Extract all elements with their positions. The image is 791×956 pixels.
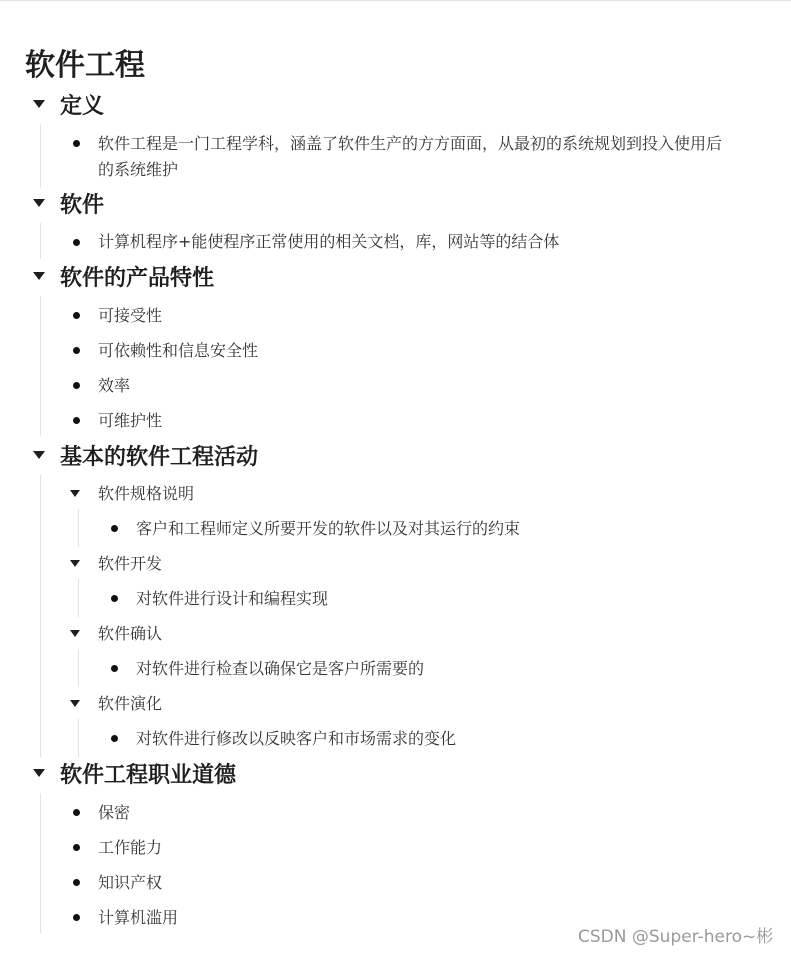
section-heading: 基本的软件工程活动: [60, 445, 259, 470]
collapse-toggle-icon[interactable]: [33, 100, 45, 108]
list-item: 保密: [98, 803, 131, 822]
bullet-icon: [73, 239, 80, 246]
page-title: 软件工程: [25, 48, 145, 83]
bullet-icon: [73, 914, 80, 921]
collapse-toggle-icon[interactable]: [33, 451, 45, 459]
outline-guide-line: [78, 649, 79, 687]
collapse-toggle-icon[interactable]: [33, 272, 45, 280]
outline-guide-line: [40, 296, 41, 436]
list-item: 知识产权: [98, 873, 163, 892]
outline-guide-line: [78, 509, 79, 547]
collapse-toggle-icon[interactable]: [70, 490, 80, 497]
bullet-icon: [73, 382, 80, 389]
list-item: 可依赖性和信息安全性: [98, 341, 259, 360]
bullet-icon: [73, 809, 80, 816]
outline-guide-line: [78, 579, 79, 617]
bullet-icon: [111, 735, 118, 742]
watermark: CSDN @Super-hero~彬: [578, 927, 774, 947]
subsection-heading: 软件演化: [98, 694, 163, 713]
list-item: 计算机程序+能使程序正常使用的相关文档，库，网站等的结合体: [98, 232, 560, 251]
collapse-toggle-icon[interactable]: [70, 630, 80, 637]
collapse-toggle-icon[interactable]: [70, 700, 80, 707]
section-heading: 定义: [60, 94, 105, 119]
list-item: 客户和工程师定义所要开发的软件以及对其运行的约束: [136, 519, 521, 538]
collapse-toggle-icon[interactable]: [70, 560, 80, 567]
list-item: 对软件进行修改以反映客户和市场需求的变化: [136, 729, 457, 748]
bullet-icon: [73, 844, 80, 851]
bullet-icon: [73, 312, 80, 319]
list-item: 计算机滥用: [98, 908, 179, 927]
outline-guide-line: [40, 793, 41, 933]
list-item: 对软件进行设计和编程实现: [136, 589, 329, 608]
section-heading: 软件的产品特性: [60, 266, 215, 291]
subsection-heading: 软件确认: [98, 624, 163, 643]
outline-guide-line: [40, 124, 41, 188]
collapse-toggle-icon[interactable]: [33, 199, 45, 207]
outline-guide-line: [40, 475, 41, 757]
list-item: 软件工程是一门工程学科，涵盖了软件生产的方方面面，从最初的系统规划到投入使用后的系统维护: [98, 134, 723, 179]
section-heading: 软件: [60, 193, 105, 218]
bullet-icon: [111, 525, 118, 532]
section-heading: 软件工程职业道德: [60, 763, 237, 788]
list-item: 效率: [98, 376, 131, 395]
bullet-icon: [73, 879, 80, 886]
list-item: 工作能力: [98, 838, 163, 857]
subsection-heading: 软件开发: [98, 554, 163, 573]
list-item: 可维护性: [98, 411, 163, 430]
bullet-icon: [73, 140, 80, 147]
top-divider: [0, 0, 791, 1]
bullet-icon: [73, 347, 80, 354]
outline-guide-line: [78, 719, 79, 757]
list-item: 对软件进行检查以确保它是客户所需要的: [136, 659, 425, 678]
list-item: 可接受性: [98, 306, 163, 325]
subsection-heading: 软件规格说明: [98, 484, 195, 503]
outline-guide-line: [40, 223, 41, 259]
bullet-icon: [111, 665, 118, 672]
bullet-icon: [111, 595, 118, 602]
bullet-icon: [73, 417, 80, 424]
collapse-toggle-icon[interactable]: [33, 769, 45, 777]
